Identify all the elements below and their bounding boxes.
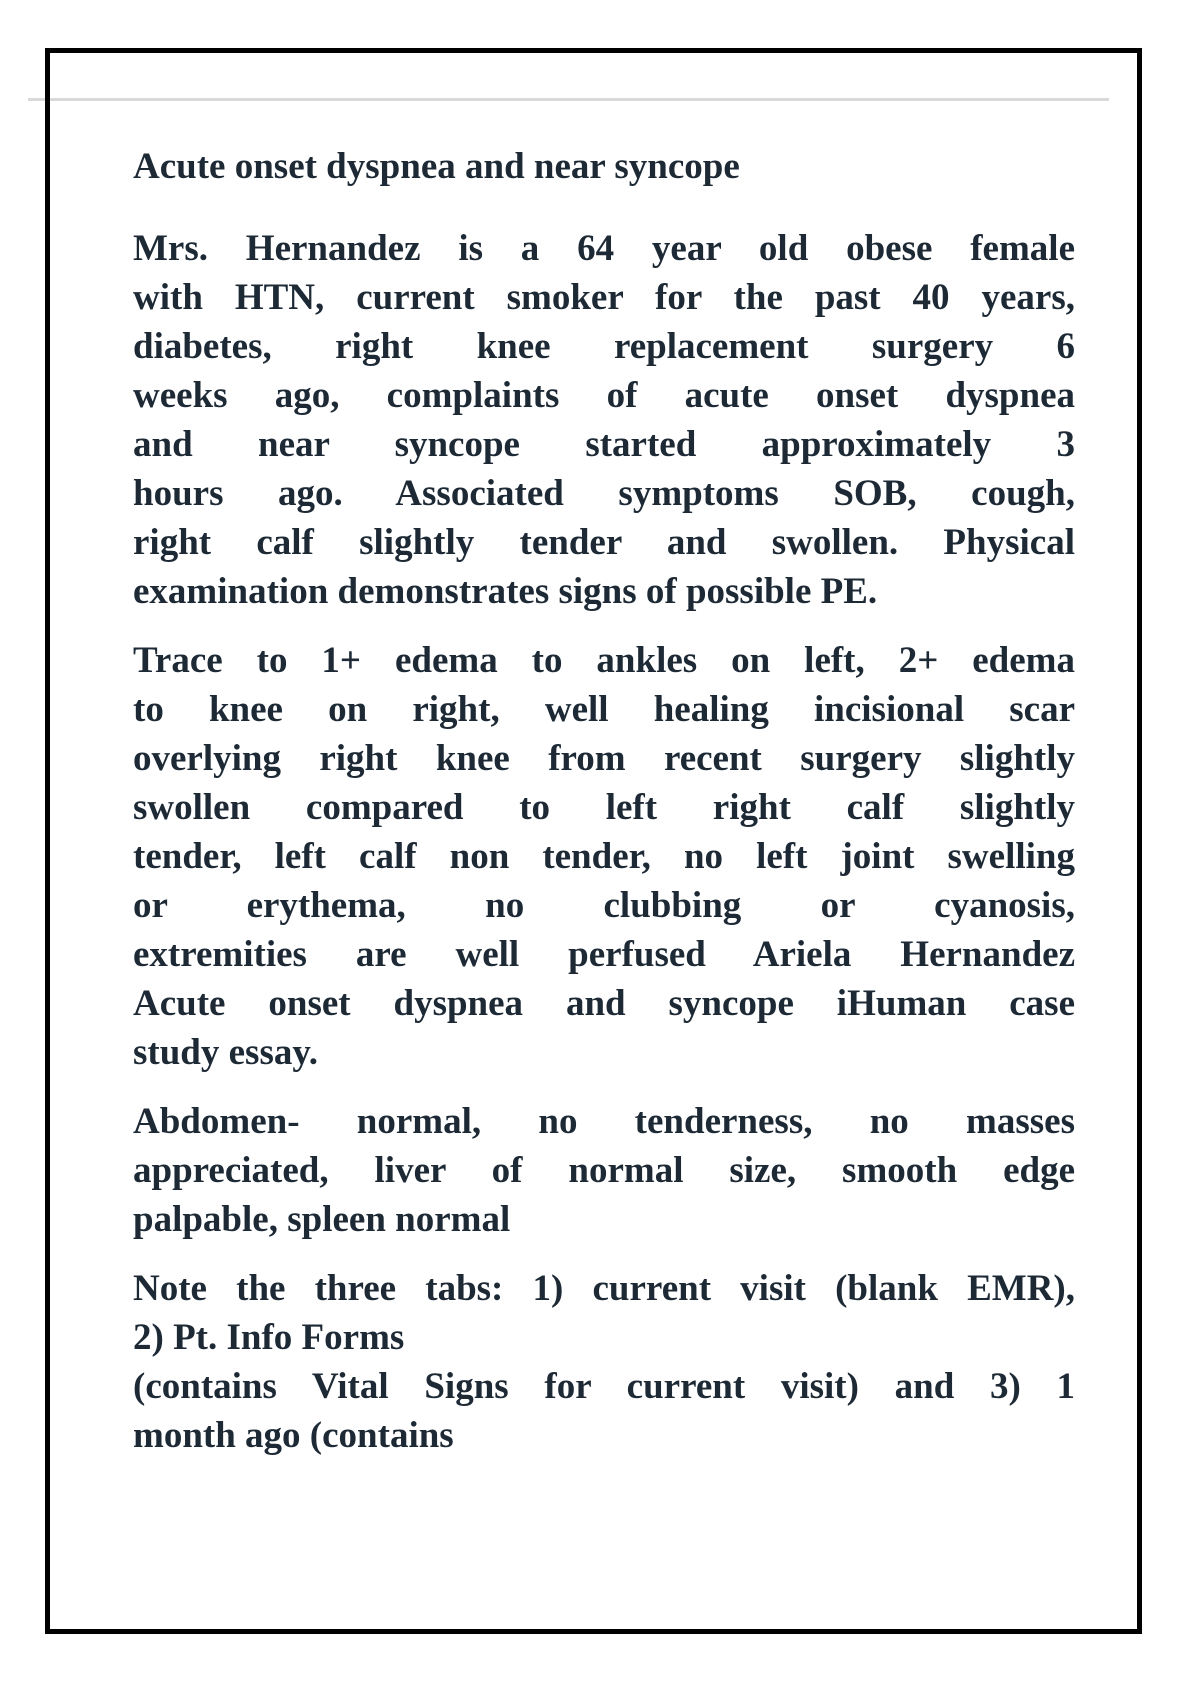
paragraph (133, 1097, 1075, 1244)
text-line: overlying right knee from recent surgery slightly (133, 738, 1075, 779)
text-line: to knee on right, well healing incisional scar (133, 689, 1075, 730)
document-text (133, 142, 1075, 1480)
text-line: (contains Vital Signs for current visit) and 3) 1 (133, 1366, 1075, 1407)
text-line: Mrs. Hernandez is a 64 year old obese female (133, 228, 1075, 269)
paragraph (133, 1264, 1075, 1460)
text-line: examination demonstrates signs of possible PE. (133, 571, 878, 612)
text-line: swollen compared to left right calf slightly (133, 787, 1075, 828)
text-line: 2) Pt. Info Forms (133, 1317, 405, 1358)
document-title (133, 142, 1075, 191)
text-line: right calf slightly tender and swollen. Physical (133, 522, 1075, 563)
paragraph (133, 636, 1075, 1077)
text-line: with HTN, current smoker for the past 40 years, (133, 277, 1075, 318)
text-line: tender, left calf non tender, no left joint swelling (133, 836, 1075, 877)
text-line: hours ago. Associated symptoms SOB, cough, (133, 473, 1075, 514)
paragraph (133, 224, 1075, 616)
text-line: palpable, spleen normal (133, 1199, 511, 1240)
text-line: or erythema, no clubbing or cyanosis, (133, 885, 1075, 926)
text-line: Note the three tabs: 1) current visit (blank EMR), (133, 1268, 1075, 1309)
text-line: Acute onset dyspnea and syncope iHuman case (133, 983, 1075, 1024)
text-line: Acute onset dyspnea and near syncope (133, 146, 740, 187)
text-line: Trace to 1+ edema to ankles on left, 2+ edema (133, 640, 1075, 681)
text-line: Abdomen- normal, no tenderness, no masses (133, 1101, 1075, 1142)
text-line: study essay. (133, 1032, 319, 1073)
text-line: appreciated, liver of normal size, smooth edge (133, 1150, 1075, 1191)
text-line: weeks ago, complaints of acute onset dyspnea (133, 375, 1075, 416)
text-line: month ago (contains (133, 1415, 454, 1456)
text-line: extremities are well perfused Ariela Hernandez (133, 934, 1075, 975)
text-line: diabetes, right knee replacement surgery 6 (133, 326, 1075, 367)
text-line: and near syncope started approximately 3 (133, 424, 1075, 465)
